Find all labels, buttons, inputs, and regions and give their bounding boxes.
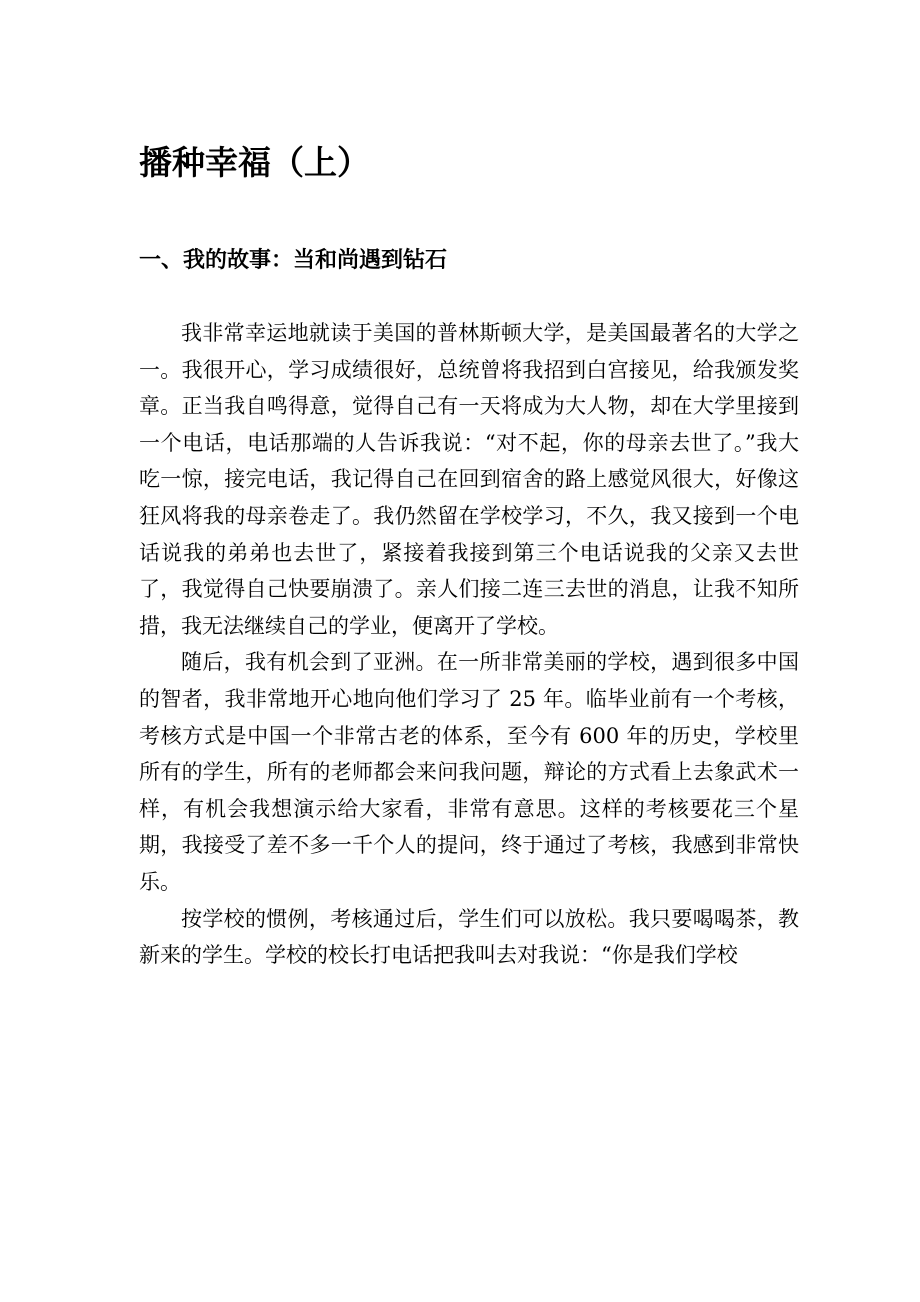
document-body	[139, 315, 799, 974]
body-paragraph-2: 随后，我有机会到了亚洲。在一所非常美丽的学校，遇到很多中国的智者，我非常地开心地向他们学习了 25 年。临毕业前有一个考核，考核方式是中国一个非常古老的体系，至今有 600 年的历史，学校里所有的学生，所有的老师都会来问我问题，辩论的方式看上去象武术一样，有机会我想演示给大家看，非常有意思。这样的考核要花三个星期，我接受了差不多一千个人的提问，终于通过了考核，我感到非常快乐。	[139, 650, 799, 894]
section-heading: 一、我的故事：当和尚遇到钻石	[139, 248, 448, 273]
body-paragraph-3: 按学校的惯例，考核通过后，学生们可以放松。我只要喝喝茶，教新来的学生。学校的校长打电话把我叫去对我说：“你是我们学校	[139, 906, 799, 968]
body-paragraph-1: 我非常幸运地就读于美国的普林斯顿大学，是美国最著名的大学之一。我很开心，学习成绩很好，总统曾将我招到白宫接见，给我颁发奖章。正当我自鸣得意，觉得自己有一天将成为大人物，却在大学里接到一个电话，电话那端的人告诉我说：“对不起，你的母亲去世了。”我大吃一惊，接完电话，我记得自己在回到宿舍的路上感觉风很大，好像这狂风将我的母亲卷走了。我仍然留在学校学习，不久，我又接到一个电话说我的弟弟也去世了，紧接着我接到第三个电话说我的父亲又去世了，我觉得自己快要崩溃了。亲人们接二连三去世的消息，让我不知所措，我无法继续自己的学业，便离开了学校。	[139, 321, 799, 638]
document-title: 播种幸福（上）	[139, 143, 370, 182]
